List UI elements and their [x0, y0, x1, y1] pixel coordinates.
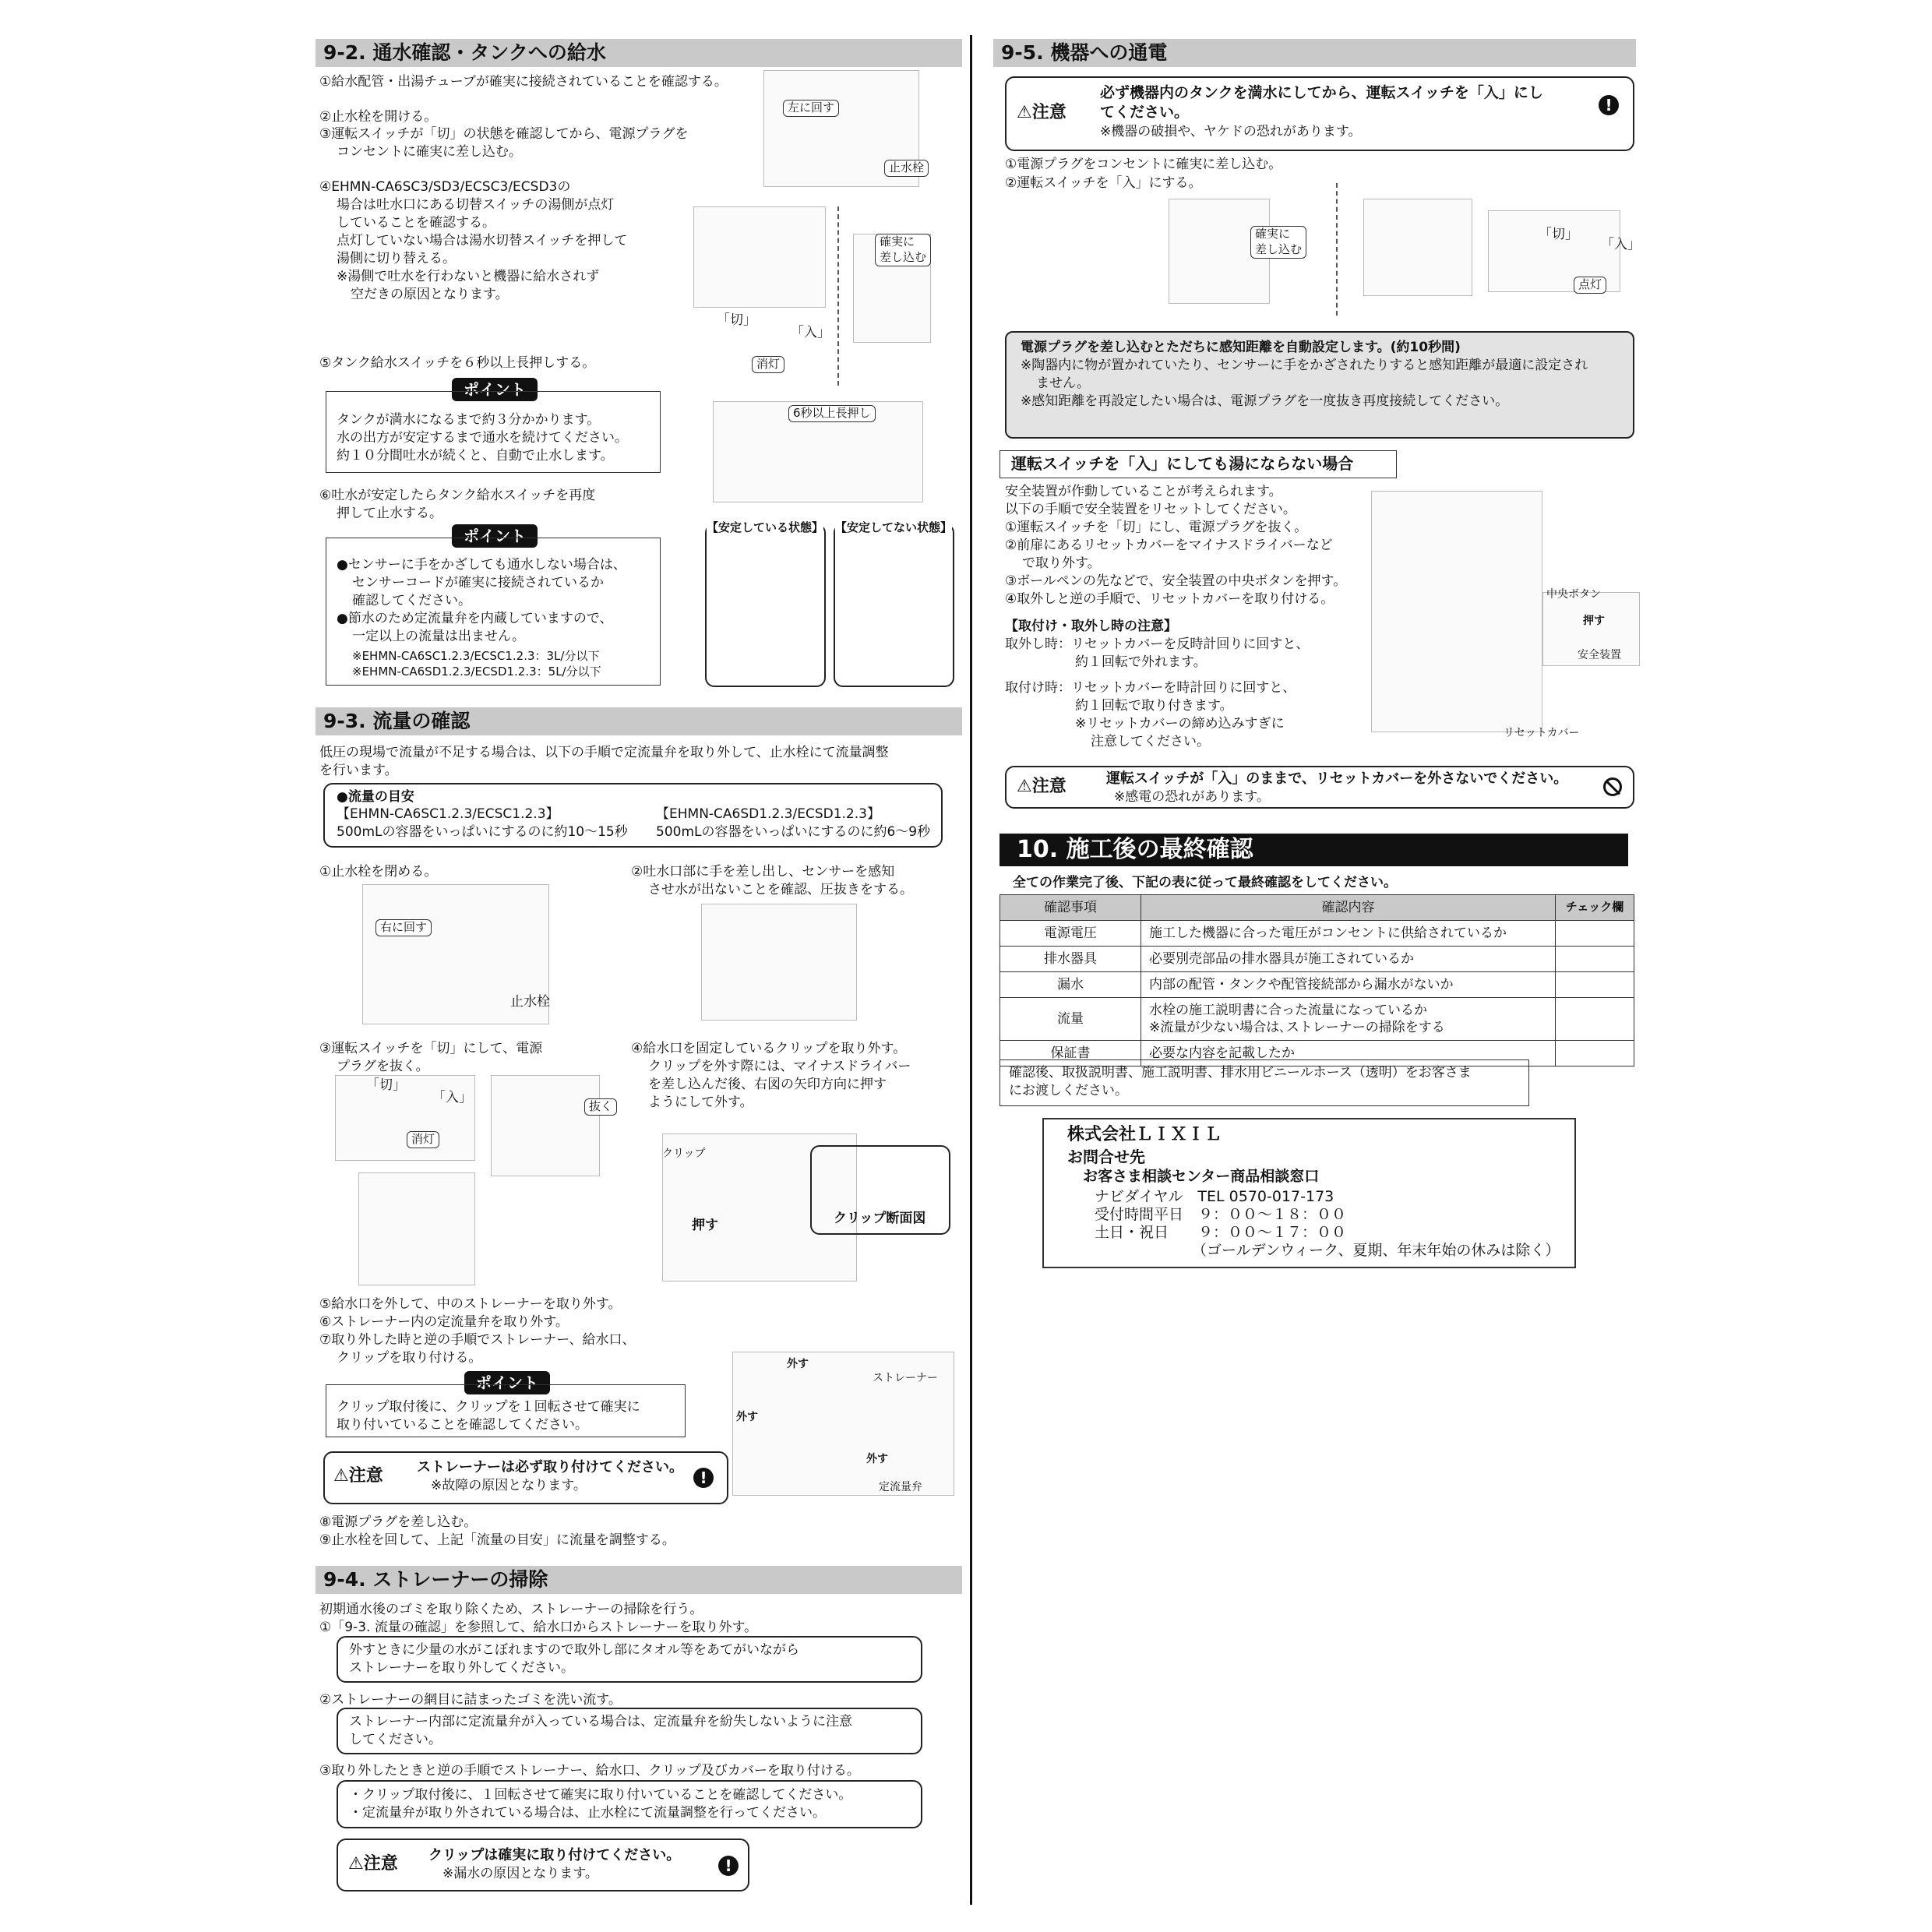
text: を行います。 — [319, 763, 398, 778]
warning-icon: ⚠ — [1017, 103, 1032, 122]
label-reset-cover: リセットカバー — [1504, 727, 1580, 739]
caution-text: 注意 — [363, 1854, 398, 1874]
switch-panel-illustration — [693, 206, 826, 308]
text: 初期通水後のゴミを取り除くため、ストレーナーの掃除を行う。 — [319, 1602, 703, 1617]
table-cell: 内部の配管・タンクや配管接続部から漏水がないか — [1141, 972, 1556, 998]
warning-icon: ⚠ — [348, 1854, 364, 1874]
exclamation-icon: ! — [693, 1468, 714, 1488]
text: させ水が出ないことを確認、圧抜きをする。 — [648, 882, 913, 897]
text: ③取り外したときと逆の手順でストレーナー、給水口、クリップ及びカバーを取り付ける。 — [319, 1763, 860, 1779]
text: プラグを抜く。 — [337, 1059, 429, 1074]
contact-center: お客さま相談センター商品相談窓口 — [1083, 1168, 1320, 1185]
text: ④EHMN-CA6SC3/SD3/ECSC3/ECSD3の — [319, 179, 571, 195]
label-on-switch: 「入」 — [1601, 237, 1641, 252]
text: ③ボールペンの先などで、安全装置の中央ボタンを押す。 — [1005, 573, 1347, 589]
contact-heading: お問合せ先 — [1067, 1148, 1145, 1166]
unstable-state-illustration — [834, 524, 954, 687]
label-pull: 抜く — [584, 1098, 617, 1116]
text: ※EHMN-CA6SC1.2.3/ECSC1.2.3：3L/分以下 — [352, 649, 600, 663]
section-9-3-title: 9-3. 流量の確認 — [316, 707, 962, 735]
text: クリップを取り付ける。 — [337, 1350, 482, 1366]
text: ※感電の恐れがあります。 — [1114, 789, 1270, 805]
text: ストレーナーを取り外してください。 — [349, 1660, 574, 1676]
label-remove: 外す — [787, 1358, 809, 1370]
caution-label — [333, 1465, 383, 1487]
label-off-switch: 「切」 — [1539, 227, 1578, 242]
exclamation-icon: ! — [1599, 95, 1619, 115]
text: 運転スイッチが「入」のままで、リセットカバーを外さないでください。 — [1106, 770, 1568, 787]
contact-hours-weekday: 受付時間平日 ９：００～１８：００ — [1095, 1206, 1347, 1223]
text: 取り付いていることを確認してください。 — [337, 1417, 588, 1433]
text: てください。 — [1100, 104, 1190, 121]
table-cell: 排水器具 — [1000, 947, 1141, 972]
section-9-5-title: 9-5. 機器への通電 — [993, 39, 1636, 67]
label-insert: 確実に 差し込む — [875, 234, 931, 266]
text: クリップを外す際には、マイナスドライバー — [648, 1059, 911, 1074]
table-cell: 電源電圧 — [1000, 921, 1141, 947]
text: ※陶器内に物が置かれていたり、センサーに手をかざされたりすると感知距離が最適に設定され — [1021, 358, 1588, 373]
text: クリップ取付後に、クリップを１回転させて確実に — [337, 1399, 640, 1415]
label-light-off: 消灯 — [407, 1131, 439, 1148]
text: 水の出方が安定するまで通水を続けてください。 — [337, 430, 628, 446]
table-row — [1000, 972, 1634, 998]
text: ストレーナーは必ず取り付けてください。 — [417, 1459, 683, 1475]
label-unstable: 【安定してない状態】 — [835, 519, 952, 537]
caution-text: 注意 — [1031, 777, 1066, 796]
text: ③運転スイッチを「切」にして、電源 — [319, 1041, 543, 1056]
final-check-table — [999, 894, 1634, 1066]
label-light-off: 消灯 — [752, 356, 784, 373]
contact-hours-weekend: 土日・祝日 ９：００～１７：００ — [1095, 1224, 1347, 1241]
text: ●節水のため定流量弁を内蔵していますので、 — [337, 611, 613, 626]
text: ⑧電源プラグを差し込む。 — [319, 1514, 478, 1530]
text: ●流量の目安 — [337, 789, 414, 805]
text: ⑤給水口を外して、中のストレーナーを取り外す。 — [319, 1296, 622, 1312]
text: 必ず機器内のタンクを満水にしてから、運転スイッチを「入」にし — [1100, 84, 1543, 101]
prohibited-icon — [1603, 777, 1622, 796]
text: ②ストレーナーの網目に詰まったゴミを洗い流す。 — [319, 1692, 622, 1708]
text: 外すときに少量の水がこぼれますので取外し部にタオル等をあてがいながら — [349, 1642, 799, 1658]
label-light-on: 点灯 — [1574, 277, 1606, 294]
text: ※リセットカバーの締め込みすぎに — [1075, 716, 1285, 732]
label-clip-section: クリップ断面図 — [834, 1211, 926, 1226]
text: ※漏水の原因となります。 — [442, 1866, 598, 1881]
text: 一定以上の流量は出ません。 — [352, 629, 526, 644]
label-turn-left: 左に回す — [783, 100, 839, 117]
label-safety-device: 安全装置 — [1578, 649, 1621, 661]
text: 点灯していない場合は湯水切替スイッチを押して — [337, 233, 628, 249]
text: 取付け時：リセットカバーを時計回りに回すと、 — [1005, 680, 1296, 696]
text: ④取外しと逆の手順で、リセットカバーを取り付ける。 — [1005, 591, 1334, 607]
unplug-illustration — [491, 1075, 600, 1176]
text: ⑤タンク給水スイッチを６秒以上長押しする。 — [319, 355, 596, 371]
caution-text: 注意 — [1031, 103, 1066, 122]
label-push: 押す — [692, 1218, 718, 1233]
check-cell[interactable] — [1556, 1041, 1634, 1066]
table-cell: 漏水 — [1000, 972, 1141, 998]
caution-text: 注意 — [348, 1466, 383, 1486]
table-row — [1000, 921, 1634, 947]
warning-icon: ⚠ — [333, 1466, 349, 1486]
text: 空だきの原因となります。 — [351, 287, 509, 302]
text: ※故障の原因となります。 — [431, 1478, 587, 1493]
text: タンクが満水になるまで約３分かかります。 — [337, 412, 601, 428]
water-heater-illustration — [1371, 491, 1542, 732]
label-off-switch: 「切」 — [717, 312, 756, 328]
label-stop-valve: 止水栓 — [884, 160, 929, 177]
table-cell: 流量 — [1000, 998, 1141, 1041]
section-10-title: 10. 施工後の最終確認 — [999, 834, 1628, 866]
text: ※機器の破損や、ヤケドの恐れがあります。 — [1100, 124, 1362, 139]
column-divider — [970, 35, 972, 1905]
text: ⑥吐水が安定したらタンク給水スイッチを再度 — [319, 488, 596, 503]
text: ※湯側で吐水を行わないと機器に給水されず — [337, 269, 600, 284]
text: を差し込んだ後、右図の矢印方向に押す — [648, 1077, 887, 1092]
caution-label — [348, 1853, 398, 1875]
text: ②前扉にあるリセットカバーをマイナスドライバーなど — [1005, 538, 1333, 553]
caution-label — [1017, 101, 1066, 124]
table-header: 確認事項 — [1000, 895, 1141, 921]
text: 注意してください。 — [1091, 734, 1210, 749]
text: ①電源プラグをコンセントに確実に差し込む。 — [1005, 157, 1282, 172]
contact-phone: ナビダイヤル TEL 0570-017-173 — [1095, 1188, 1334, 1205]
table-cell-line: ※流量が少ない場合は､ストレーナーの掃除をする — [1149, 1020, 1445, 1035]
text: していることを確認する。 — [337, 215, 495, 231]
label-on-switch: 「入」 — [791, 325, 830, 340]
label-remove: 外す — [866, 1453, 888, 1465]
text: ①止水栓を閉める。 — [319, 864, 438, 880]
stable-state-illustration — [705, 524, 826, 687]
text: ②止水栓を開ける。 — [319, 109, 438, 125]
switch-panel-illustration — [358, 1172, 475, 1285]
text: ストレーナー内部に定流量弁が入っている場合は、定流量弁を紛失しないように注意 — [349, 1714, 852, 1729]
text: 500mLの容器をいっぱいにするのに約10～15秒 — [337, 824, 628, 840]
table-cell: 施工した機器に合った電圧がコンセントに供給されているか — [1141, 921, 1556, 947]
dashed-divider — [837, 206, 839, 386]
check-cell[interactable] — [1556, 921, 1634, 947]
text: 押して止水する。 — [337, 506, 442, 521]
check-cell[interactable] — [1556, 972, 1634, 998]
exclamation-icon: ! — [718, 1856, 739, 1876]
table-cell-line: 水栓の施工説明書に合った流量になっているか — [1149, 1003, 1427, 1018]
text: ・クリップ取付後に、１回転させて確実に取り付いていることを確認してください。 — [349, 1787, 852, 1803]
table-header: チェック欄 — [1556, 895, 1634, 921]
text: 電源プラグを差し込むとただちに感知距離を自動設定します。(約10秒間) — [1021, 340, 1461, 355]
text: センサーコードが確実に接続されているか — [352, 575, 604, 591]
point-badge: ポイント — [452, 378, 538, 401]
label-off-switch: 「切」 — [366, 1077, 406, 1093]
text: 全ての作業完了後、下記の表に従って最終確認をしてください。 — [1013, 875, 1397, 890]
text: 【EHMN-CA6SC1.2.3/ECSC1.2.3】 — [337, 806, 559, 822]
text: ※EHMN-CA6SD1.2.3/ECSD1.2.3：5L/分以下 — [352, 665, 601, 679]
text: 安全装置が作動していることが考えられます。 — [1005, 484, 1282, 499]
check-cell[interactable] — [1556, 998, 1634, 1041]
section-9-2-title: 9-2. 通水確認・タンクへの給水 — [316, 39, 962, 67]
point-badge: ポイント — [452, 524, 538, 548]
text: 低圧の現場で流量が不足する場合は、以下の手順で定流量弁を取り外して、止水栓にて流量調整 — [319, 745, 889, 760]
dashed-divider — [1336, 183, 1338, 316]
label-stable: 【安定している状態】 — [707, 519, 823, 537]
check-cell[interactable] — [1556, 947, 1634, 972]
table-header: 確認内容 — [1141, 895, 1556, 921]
text: コンセントに確実に差し込む。 — [337, 144, 522, 160]
text: 湯側に切り替える。 — [337, 251, 456, 266]
text: ②吐水口部に手を差し出し、センサーを感知 — [631, 864, 895, 880]
text: ④給水口を固定しているクリップを取り外す。 — [631, 1041, 907, 1056]
text: ⑥ストレーナー内の定流量弁を取り外す。 — [319, 1314, 569, 1330]
table-cell: 必要な内容を記載したか — [1141, 1041, 1556, 1066]
text: クリップは確実に取り付けてください。 — [428, 1847, 681, 1863]
label-clip: クリップ — [662, 1148, 706, 1160]
label-stop-valve: 止水栓 — [510, 994, 550, 1010]
label-turn-right: 右に回す — [375, 919, 432, 936]
text: ③運転スイッチが「切」の状態を確認してから、電源プラグを — [319, 126, 689, 142]
label-on-switch: 「入」 — [432, 1090, 472, 1105]
text: ません。 — [1036, 375, 1091, 391]
text: 約１０分間吐水が続くと、自動で止水します。 — [337, 448, 614, 464]
text: 【取付け・取外し時の注意】 — [1005, 619, 1177, 634]
text: ・定流量弁が取り外されている場合は、止水栓にて流量調整を行ってください。 — [349, 1805, 826, 1821]
label-insert: 確実に 差し込む — [1250, 226, 1306, 259]
text: 以下の手順で安全装置をリセットしてください。 — [1005, 502, 1296, 517]
text: ②運転スイッチを「入」にする。 — [1005, 175, 1202, 191]
table-cell — [1141, 998, 1556, 1041]
text: 500mLの容器をいっぱいにするのに約6～9秒 — [656, 824, 931, 840]
label-push: 押す — [1583, 615, 1605, 627]
label-strainer: ストレーナー — [873, 1372, 938, 1384]
label-flow-valve: 定流量弁 — [879, 1481, 922, 1493]
text: 約１回転で取り付きます。 — [1075, 698, 1233, 714]
text: してください。 — [349, 1732, 442, 1747]
text: 確認してください。 — [352, 593, 471, 608]
text: ●センサーに手をかざしても通水しない場合は、 — [337, 557, 626, 573]
text: ①「9-3. 流量の確認」を参照して、給水口からストレーナーを取り外す。 — [319, 1620, 758, 1635]
label-remove: 外す — [736, 1411, 758, 1423]
text: 取外し時：リセットカバーを反時計回りに回すと、 — [1005, 636, 1310, 652]
text: ①運転スイッチを「切」にし、電源プラグを抜く。 — [1005, 520, 1308, 535]
text: ようにして外す。 — [648, 1095, 753, 1110]
text: ①給水配管・出湯チューブが確実に接続されていることを確認する。 — [319, 74, 728, 90]
section-9-4-title: 9-4. ストレーナーの掃除 — [316, 1566, 962, 1594]
label-6s-press: 6秒以上長押し — [788, 405, 876, 422]
faucet-sensor-illustration — [701, 904, 857, 1021]
switch-panel-illustration — [1363, 199, 1472, 296]
point-badge: ポイント — [464, 1371, 550, 1394]
table-row — [1000, 998, 1634, 1041]
caution-label — [1017, 775, 1066, 798]
text: 約１回転で外れます。 — [1075, 654, 1207, 670]
troubleshoot-title: 運転スイッチを「入」にしても湯にならない場合 — [1011, 454, 1354, 473]
label-center-button: 中央ボタン — [1546, 588, 1601, 601]
text: で取り外す。 — [1022, 555, 1101, 571]
contact-holidays-note: （ゴールデンウィーク、夏期、年末年始の休みは除く） — [1192, 1242, 1560, 1259]
text: にお渡しください。 — [1009, 1083, 1128, 1098]
table-row — [1000, 947, 1634, 972]
table-cell: 保証書 — [1000, 1041, 1141, 1066]
table-header-row — [1000, 895, 1634, 921]
text: 場合は吐水口にある切替スイッチの湯側が点灯 — [337, 197, 615, 213]
text: ⑨止水栓を回して、上記「流量の目安」に流量を調整する。 — [319, 1532, 675, 1548]
warning-icon: ⚠ — [1017, 777, 1032, 796]
text: ⑦取り外した時と逆の手順でストレーナー、給水口、 — [319, 1332, 636, 1348]
company-name: 株式会社ＬＩＸＩＬ — [1067, 1125, 1222, 1144]
table-cell: 必要別売部品の排水器具が施工されているか — [1141, 947, 1556, 972]
text: ※感知距離を再設定したい場合は、電源プラグを一度抜き再度接続してください。 — [1021, 393, 1509, 409]
text: 確認後、取扱説明書、施工説明書、排水用ビニールホース（透明）をお客さま — [1009, 1065, 1472, 1081]
text: 【EHMN-CA6SD1.2.3/ECSD1.2.3】 — [656, 806, 880, 822]
